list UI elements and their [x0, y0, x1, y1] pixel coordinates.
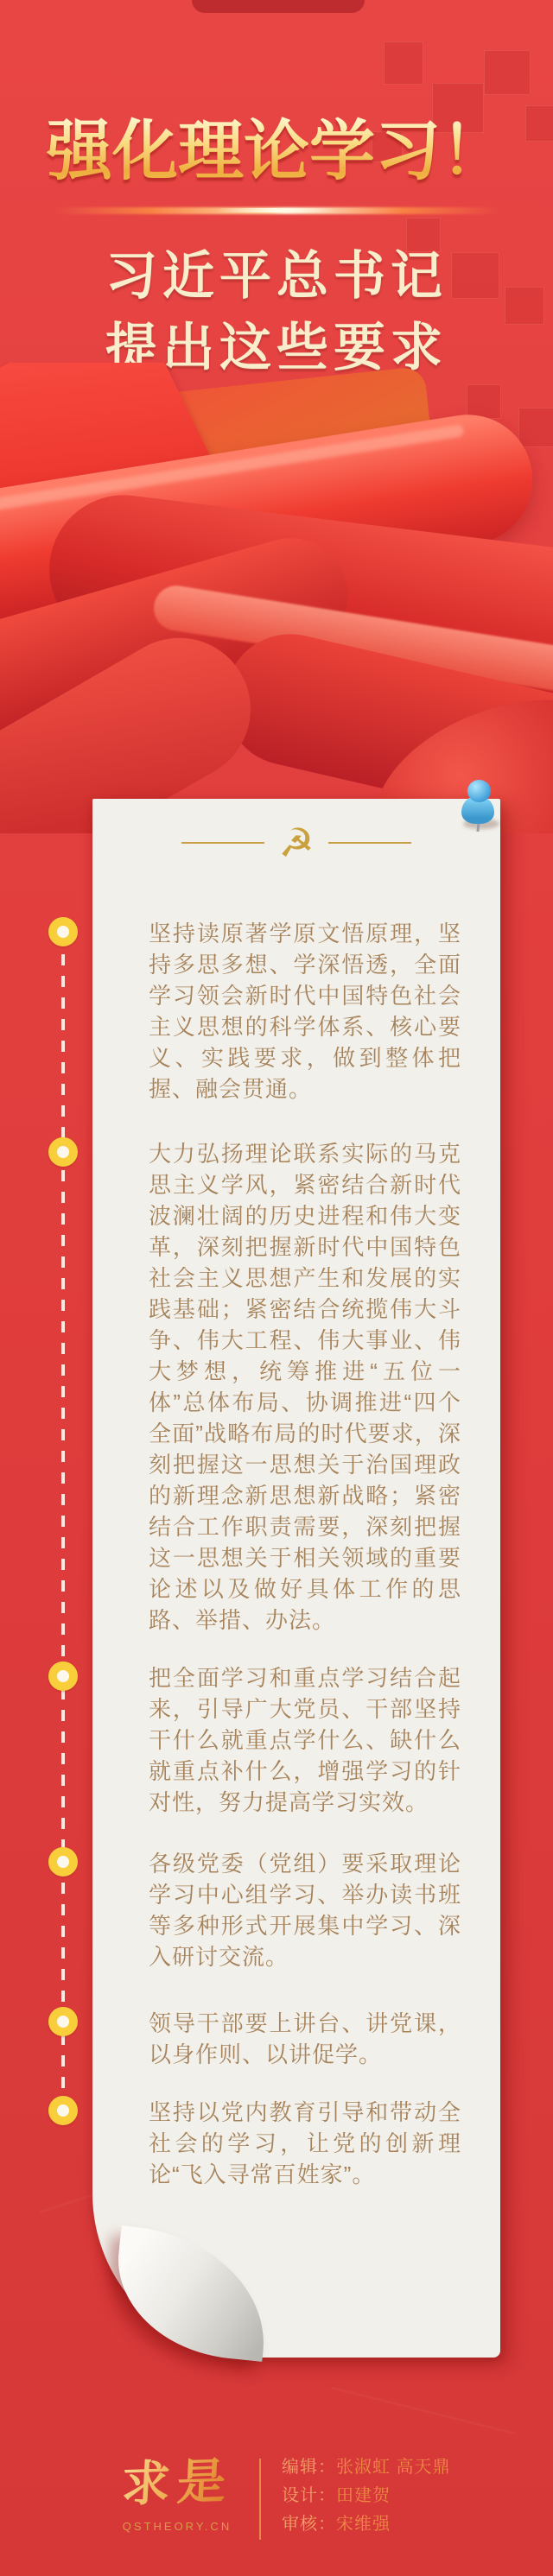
page-subtitle-line2: 提出这些要求 [105, 319, 448, 377]
hero-illustration [0, 363, 553, 833]
top-tab-decor [192, 0, 365, 13]
bullet-connector-line [61, 933, 65, 2114]
bullet-ring-5 [48, 2007, 78, 2036]
qiushi-logo: 求是 [119, 2447, 235, 2518]
light-streak-core [216, 208, 337, 212]
paragraph-2: 大力弘扬理论联系实际的马克思主义学风，紧密结合新时代波澜壮阔的历史进程和伟大变革，深刻把握新时代中国特色社会主义思想产生和发展的实践基础；紧密结合统揽伟大斗争、伟大工程、伟大事业、伟大梦想，统筹推进“五位一体”总体布局、协调推进“四个全面”战略布局的时代要求，深刻把握这一思想关于治国理政的新理念新思想新战略；紧密结合工作职责需要，深刻把握这一思想关于相关领域的重要论述以及做好具体工作的思路、举措、办法。 [149, 1141, 461, 1633]
paragraph-3: 把全面学习和重点学习结合起来，引导广大党员、干部坚持干什么就重点学什么、缺什么就重点补什么，增强学习的针对性，努力提高学习实效。 [149, 1665, 461, 1815]
emblem-line-right [328, 842, 411, 844]
bullet-ring-3 [48, 1661, 78, 1691]
credit-label: 编辑： [282, 2458, 336, 2477]
paragraph-1: 坚持读原著学原文悟原理，坚持多思多想、学深悟透，全面学习领会新时代中国特色社会主义思想的科学体系、核心要义、实践要求，做到整体把握、融会贯通。 [149, 921, 461, 1102]
credits-block [282, 2459, 451, 2534]
credit-editor [282, 2459, 451, 2477]
bullet-ring-2 [48, 1137, 78, 1167]
page-subtitle-line1: 习近平总书记 [105, 247, 448, 305]
credit-reviewer [282, 2516, 451, 2534]
bullet-ring-1 [48, 917, 78, 946]
credit-label: 审核： [282, 2515, 336, 2534]
credit-value: 宋维强 [336, 2515, 391, 2534]
paper-scroll [92, 799, 500, 2358]
decor-square [384, 41, 423, 85]
credit-label: 设计： [282, 2486, 336, 2505]
pushpin-head [467, 780, 491, 802]
emblem-line-left [181, 842, 264, 844]
footer-divider [259, 2459, 261, 2540]
paragraph-5: 领导干部要上讲台、讲党课，以身作则、以讲促学。 [149, 2010, 461, 2067]
decor-square [484, 50, 531, 95]
paragraph-6: 坚持以党内教育引导和带动全社会的学习，让党的创新理论“飞入寻常百姓家”。 [149, 2099, 461, 2187]
credit-value: 田建贺 [336, 2486, 391, 2505]
qiushi-logo-url: QSTHEORY.CN [122, 2520, 232, 2533]
party-emblem-icon: ☭ [278, 820, 315, 866]
qiushi-logo-block [121, 2449, 233, 2533]
credit-value: 张淑虹 高天鼎 [336, 2458, 451, 2477]
bullet-ring-4 [48, 1847, 78, 1877]
emblem-row [92, 820, 500, 866]
paragraph-4: 各级党委（党组）要采取理论学习中心组学习、举办读书班等多种形式开展集中学习、深入研讨交流。 [149, 1851, 461, 1970]
texture-mark [331, 2386, 516, 2434]
bullet-ring-6 [48, 2096, 78, 2125]
page-title: 强化理论学习！ [0, 111, 553, 193]
credit-designer [282, 2487, 451, 2505]
